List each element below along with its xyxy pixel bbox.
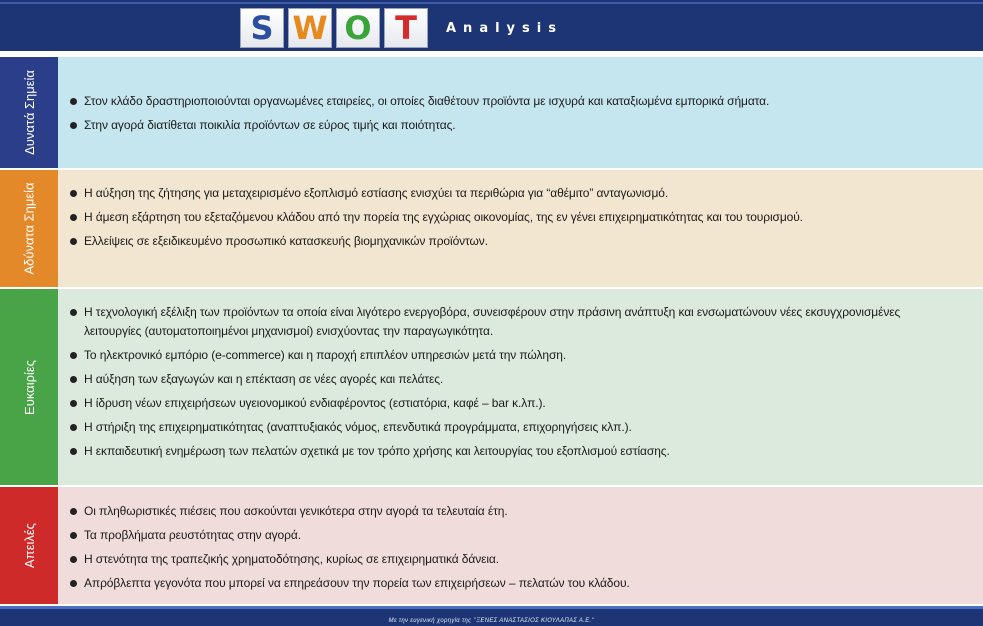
weaknesses-content bbox=[58, 170, 983, 289]
opportunities-label: Ευκαιρίες bbox=[21, 359, 37, 415]
opportunities-label-band bbox=[0, 289, 58, 487]
list-item: Η άμεση εξάρτηση του εξεταζόμενου κλάδου από την πορεία της εγχώριας οικονομίας, της εν γένει επιχειρηματικότητας και του τουρισμού. bbox=[68, 208, 923, 227]
list-item: Απρόβλεπτα γεγονότα που μπορεί να επηρεάσουν την πορεία των επιχειρήσεων – πελατών του κλάδου. bbox=[68, 574, 923, 593]
header-stripe bbox=[0, 2, 983, 4]
list-item: Τα προβλήματα ρευστότητας στην αγορά. bbox=[68, 526, 923, 545]
weaknesses-label-band bbox=[0, 170, 58, 289]
threats-label-band bbox=[0, 487, 58, 606]
list-item: Η ίδρυση νέων επιχειρήσεων υγειονομικού ενδιαφέροντος (εστιατόρια, καφέ – bar κ.λπ.). bbox=[68, 394, 923, 413]
opportunities-content bbox=[58, 289, 983, 487]
threats-content bbox=[58, 487, 983, 606]
weaknesses-label: Αδύνατα Σημεία bbox=[21, 182, 37, 275]
threats-section bbox=[0, 487, 983, 606]
letter-o: O bbox=[344, 9, 372, 47]
list-item: Το ηλεκτρονικό εμπόριο (e-commerce) και η παροχή επιπλέον υπηρεσιών μετά την πώληση. bbox=[68, 346, 923, 365]
list-item: Η εκπαιδευτική ενημέρωση των πελατών σχετικά με τον τρόπο χρήσης και λειτουργίας του εξοπλισμού εστίασης. bbox=[68, 442, 923, 461]
list-item: Στον κλάδο δραστηριοποιούνται οργανωμένες εταιρείες, οι οποίες διαθέτουν προϊόντα με ισχυρά και καταξιωμένα εμπορικά σήματα. bbox=[68, 92, 923, 111]
list-item: Η αύξηση της ζήτησης για μεταχειρισμένο εξοπλισμό εστίασης ενισχύει τα περιθώρια για “αθέμιτο” ανταγωνισμό. bbox=[68, 184, 923, 203]
sponsor-note: Με την ευγενική χορηγία της ''ΞΕΝΕΣ ΑΝΑΣΤΑΣΙΟΣ ΚΙΟΥΛΑΠΑΣ Α.Ε.'' bbox=[388, 617, 595, 624]
analysis-subtitle: Analysis bbox=[446, 20, 563, 36]
title-letter-s bbox=[240, 8, 284, 48]
strengths-section bbox=[0, 57, 983, 170]
title-letter-o bbox=[336, 8, 380, 48]
letter-t: T bbox=[395, 9, 417, 47]
list-item: Στην αγορά διατίθεται ποικιλία προϊόντων σε εύρος τιμής και ποιότητας. bbox=[68, 116, 923, 135]
list-item: Η στήριξη της επιχειρηματικότητας (αναπτυξιακός νόμος, επενδυτικά προγράμματα, επιχορηγήσεις κλπ.). bbox=[68, 418, 923, 437]
strengths-content bbox=[58, 57, 983, 170]
swot-title bbox=[240, 8, 563, 48]
strengths-label: Δυνατά Σημεία bbox=[21, 70, 37, 155]
opportunities-section bbox=[0, 289, 983, 487]
list-item: Ελλείψεις σε εξειδικευμένο προσωπικό κατασκευής βιομηχανικών προϊόντων. bbox=[68, 232, 923, 251]
strengths-list bbox=[68, 92, 923, 140]
letter-s: S bbox=[250, 9, 274, 47]
weaknesses-list bbox=[68, 184, 923, 256]
title-letter-w bbox=[288, 8, 332, 48]
weaknesses-section bbox=[0, 170, 983, 289]
list-item: Η αύξηση των εξαγωγών και η επέκταση σε νέες αγορές και πελάτες. bbox=[68, 370, 923, 389]
header-banner bbox=[0, 0, 983, 54]
title-letter-t bbox=[384, 8, 428, 48]
list-item: Η στενότητα της τραπεζικής χρηματοδότησης, κυρίως σε επιχειρηματικά δάνεια. bbox=[68, 550, 923, 569]
list-item: Οι πληθωριστικές πιέσεις που ασκούνται γενικότερα στην αγορά τα τελευταία έτη. bbox=[68, 502, 923, 521]
threats-list bbox=[68, 502, 923, 598]
threats-label: Απειλές bbox=[21, 523, 37, 568]
opportunities-list bbox=[68, 303, 923, 466]
list-item: Η τεχνολογική εξέλιξη των προϊόντων τα οποία είναι λιγότερο ενεργοβόρα, συνεισφέρουν στην πράσινη ανάπτυξη και ενσωματώνουν νέες εκσυγχρονισμένες λειτουργίες (αυτοματοποιημένοι μηχανισμοί) ενισχύοντας την παραγωγικότητα. bbox=[68, 303, 923, 341]
strengths-label-band bbox=[0, 57, 58, 170]
footer-banner bbox=[0, 606, 983, 626]
letter-w: W bbox=[292, 9, 328, 47]
